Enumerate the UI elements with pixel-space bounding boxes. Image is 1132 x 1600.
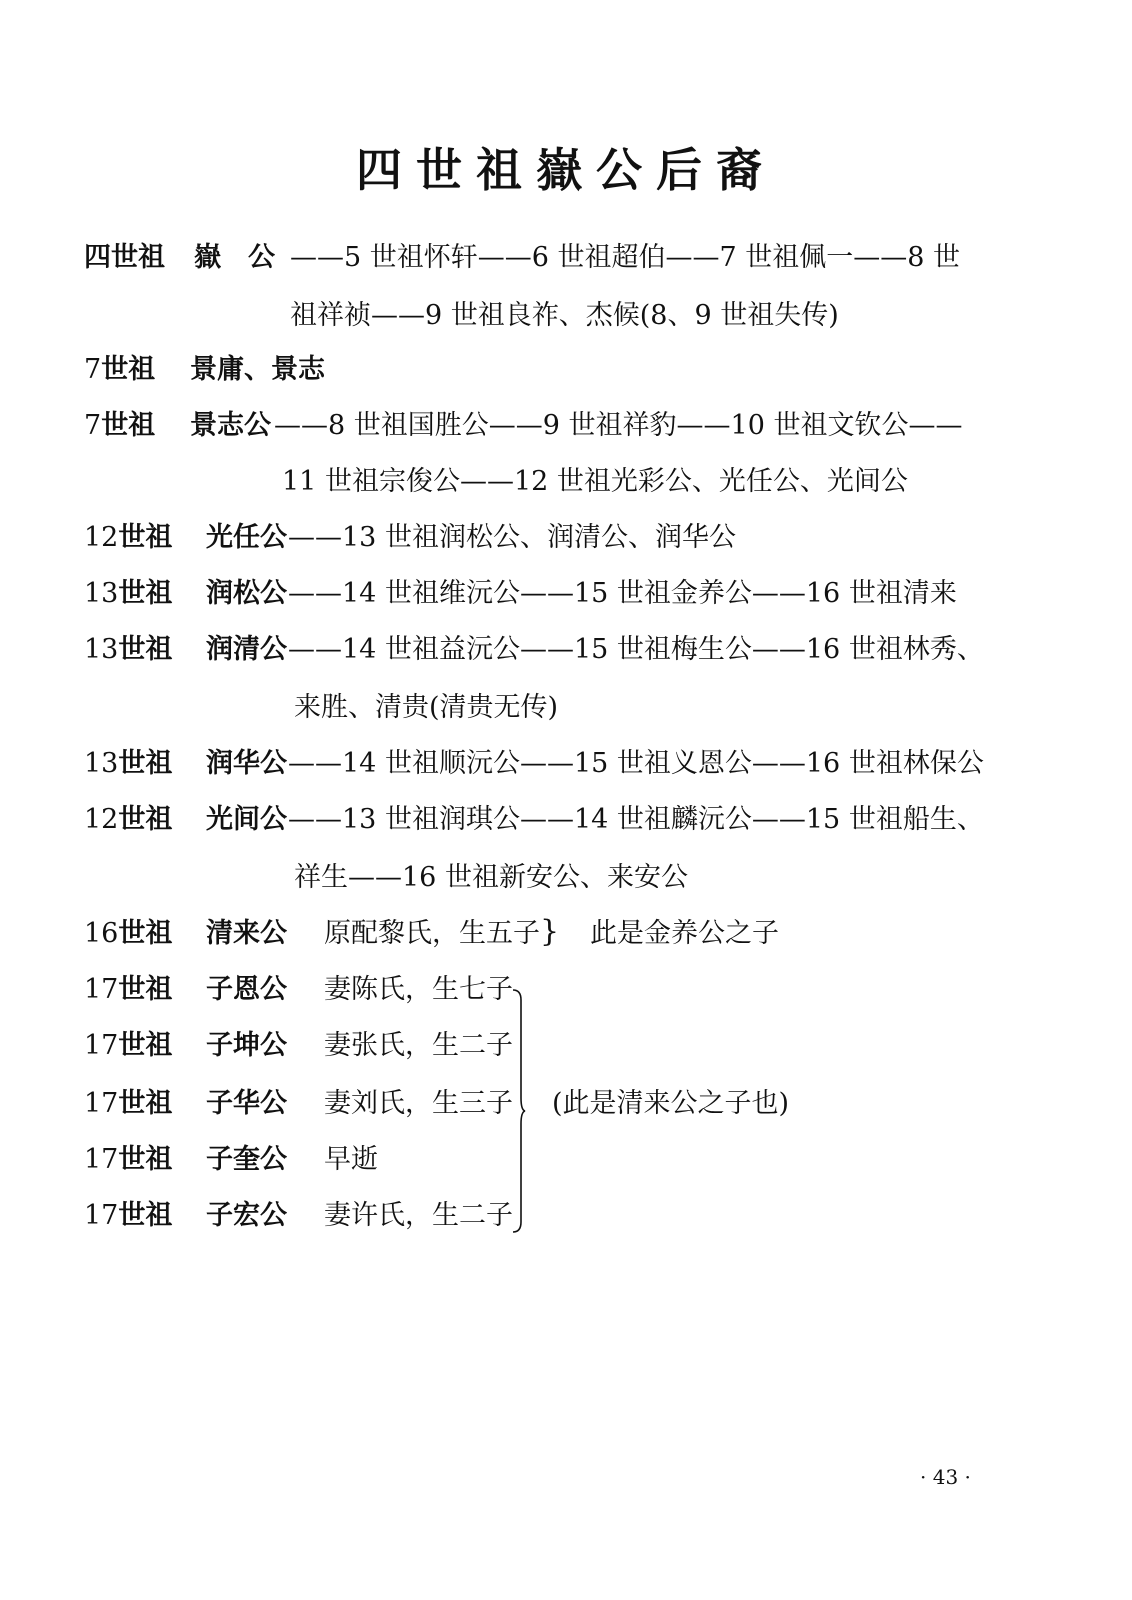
ancestor-name: 润华公 xyxy=(206,748,287,779)
ancestor-name: 子奎公 xyxy=(206,1144,287,1175)
genealogy-row xyxy=(84,746,984,782)
page-number: · 43 · xyxy=(920,1465,971,1489)
genealogy-row xyxy=(84,408,963,444)
lineage-text: ——14 世祖顺沅公——15 世祖义恩公——16 世祖林保公 xyxy=(288,748,984,779)
lineage-text: ——14 世祖益沅公——15 世祖梅生公——16 世祖林秀、 xyxy=(288,634,984,665)
ancestor-name: 子恩公 xyxy=(206,974,287,1005)
genealogy-row xyxy=(84,1198,513,1234)
ancestor-name: 清来公 xyxy=(206,918,287,949)
spouse-text: 妻许氏，生二子 xyxy=(324,1200,513,1231)
genealogy-row xyxy=(84,802,984,838)
genealogy-row xyxy=(84,1086,513,1122)
parentage-note: (此是清来公之子也) xyxy=(552,1088,790,1119)
generation-label: 13世祖 xyxy=(84,748,173,779)
lineage-continuation: 来胜、清贵(清贵无传) xyxy=(294,692,559,723)
ancestor-name: 润松公 xyxy=(206,578,287,609)
lineage-continuation: 祖祥祯——9 世祖良祚、杰候(8、9 世祖失传) xyxy=(290,300,839,331)
ancestor-name: 嶽 公 xyxy=(194,242,275,273)
ancestor-name: 光间公 xyxy=(206,804,287,835)
generation-label: 四世祖 xyxy=(84,242,165,273)
generation-label: 13世祖 xyxy=(84,634,173,665)
genealogy-row xyxy=(84,632,984,668)
spouse-text: 原配黎氏，生五子 xyxy=(324,918,540,949)
genealogy-row xyxy=(84,352,325,388)
genealogy-row xyxy=(84,576,957,612)
ancestor-name: 光任公 xyxy=(206,522,287,553)
genealogy-row xyxy=(84,1142,378,1178)
lineage-continuation: 祥生——16 世祖新安公、来安公 xyxy=(294,862,688,893)
lineage-text: ——5 世祖怀轩——6 世祖超伯——7 世祖佩一——8 世 xyxy=(290,242,961,273)
spouse-text: 妻刘氏，生三子 xyxy=(324,1088,513,1119)
generation-label: 13世祖 xyxy=(84,578,173,609)
generation-label: 17世祖 xyxy=(84,974,173,1005)
brace-icon xyxy=(512,988,526,1234)
lineage-text: ——8 世祖国胜公——9 世祖祥豹——10 世祖文钦公—— xyxy=(274,410,963,441)
generation-label: 12世祖 xyxy=(84,804,173,835)
generation-label: 12世祖 xyxy=(84,522,173,553)
genealogy-row xyxy=(84,916,540,952)
lineage-text: ——13 世祖润松公、润清公、润华公 xyxy=(288,522,736,553)
spouse-text: 妻陈氏，生七子 xyxy=(324,974,513,1005)
spouse-text: 早逝 xyxy=(324,1144,378,1175)
lineage-text: ——13 世祖润琪公——14 世祖麟沅公——15 世祖船生、 xyxy=(288,804,984,835)
ancestor-name: 润清公 xyxy=(206,634,287,665)
generation-label: 16世祖 xyxy=(84,918,173,949)
generation-label: 17世祖 xyxy=(84,1200,173,1231)
genealogy-row xyxy=(84,240,961,276)
ancestor-name: 景志公 xyxy=(190,410,271,441)
genealogy-row xyxy=(84,1028,513,1064)
ancestor-name: 景庸、景志 xyxy=(190,354,325,385)
generation-label: 7世祖 xyxy=(84,354,156,385)
parentage-note: 此是金养公之子 xyxy=(590,918,779,949)
ancestor-name: 子坤公 xyxy=(206,1030,287,1061)
generation-label: 17世祖 xyxy=(84,1030,173,1061)
lineage-text: ——14 世祖维沅公——15 世祖金养公——16 世祖清来 xyxy=(288,578,957,609)
genealogy-row xyxy=(84,972,513,1008)
generation-label: 17世祖 xyxy=(84,1088,173,1119)
brace-icon: } xyxy=(540,914,560,949)
genealogy-row xyxy=(84,520,736,556)
generation-label: 17世祖 xyxy=(84,1144,173,1175)
spouse-text: 妻张氏，生二子 xyxy=(324,1030,513,1061)
ancestor-name: 子华公 xyxy=(206,1088,287,1119)
ancestor-name: 子宏公 xyxy=(206,1200,287,1231)
page-title: 四世祖嶽公后裔 xyxy=(356,143,776,197)
generation-label: 7世祖 xyxy=(84,410,156,441)
lineage-continuation: 11 世祖宗俊公——12 世祖光彩公、光任公、光间公 xyxy=(282,466,908,497)
